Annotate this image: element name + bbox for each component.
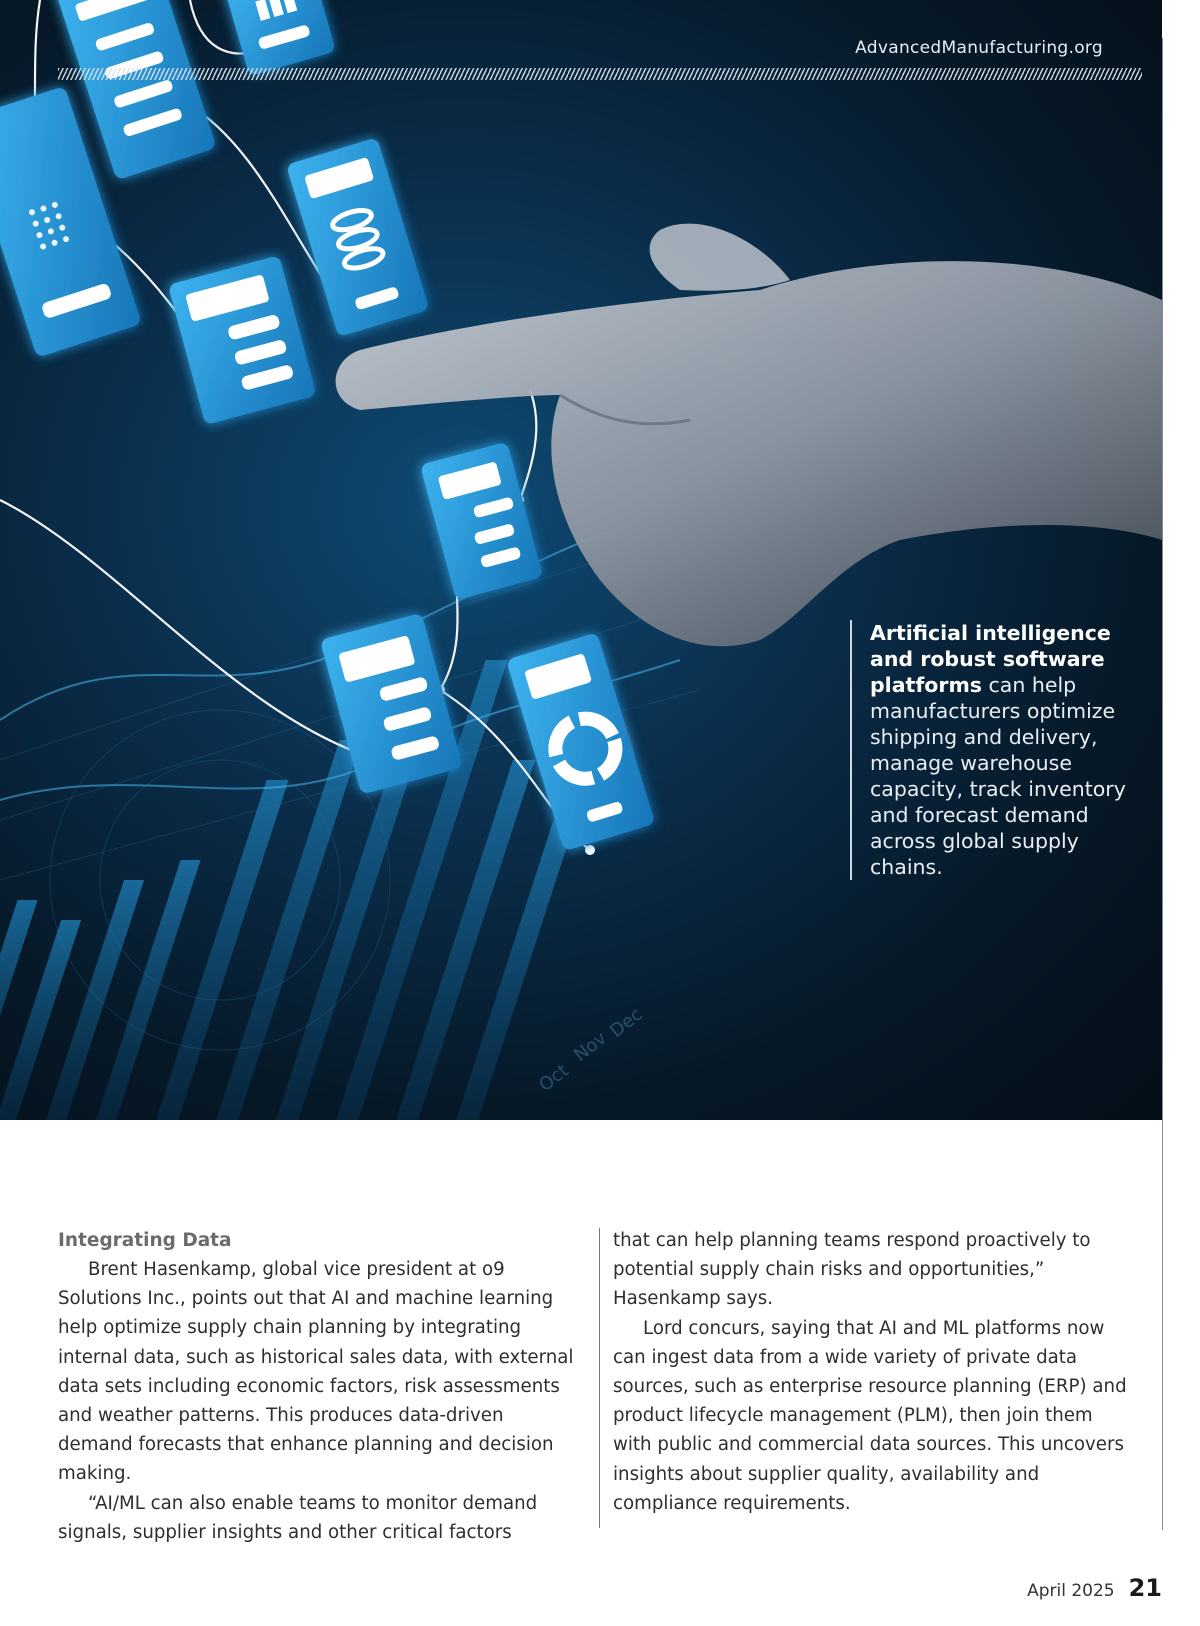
article-column-right	[613, 1226, 1133, 1518]
photo-caption	[850, 620, 1140, 880]
month-axis-labels	[535, 1004, 646, 1096]
panel-top-chart	[222, 0, 336, 76]
page-number: 21	[1128, 1574, 1162, 1602]
caption-lead: Artificial intelligence and robust software platforms	[870, 621, 1111, 697]
panel-database	[286, 137, 429, 337]
section-heading: Integrating Data	[58, 1230, 232, 1251]
paragraph: Brent Hasenkamp, global vice president at o9 Solutions Inc., points out that AI and machine learning help optimize supply chain planning by integrating internal data, such as historical sales data, with external data sets including economic factors, risk assessments and weather patterns. This produces data-driven demand forecasts that enhance planning and decision making.	[58, 1259, 574, 1485]
paragraph: “AI/ML can also enable teams to monitor demand signals, supplier insights and other critical factors	[58, 1492, 538, 1543]
month-label-oct: Oct	[535, 1060, 573, 1096]
panel-mid-left	[168, 255, 317, 425]
month-label-nov: Nov	[570, 1027, 611, 1066]
panel-pie	[506, 632, 655, 851]
panel-center	[420, 442, 543, 601]
issue-date: April 2025	[1027, 1581, 1115, 1601]
paragraph: that can help planning teams respond proactively to potential supply chain risks and opportunities,” Hasenkamp says.	[613, 1230, 1091, 1310]
caption-text: can help manufacturers optimize shipping and delivery, manage warehouse capacity, track inventory and forecast demand across global supply chains.	[870, 673, 1126, 879]
page-footer	[1027, 1574, 1162, 1602]
site-url: AdvancedManufacturing.org	[855, 38, 1103, 58]
column-divider	[599, 1228, 600, 1528]
header-hatch-rule	[58, 68, 1142, 80]
page-edge-rule	[1162, 38, 1163, 1530]
connection-lines	[0, 0, 590, 850]
month-label-dec: Dec	[606, 1003, 647, 1042]
paragraph: Lord concurs, saying that AI and ML platforms now can ingest data from a wide variety of private data sources, such as enterprise resource planning (ERP) and product lifecycle management (PLM), then join them with public and commercial data sources. This uncovers insights about supplier quality, availability and compliance requirements.	[613, 1317, 1127, 1514]
article-column-left	[58, 1226, 578, 1547]
